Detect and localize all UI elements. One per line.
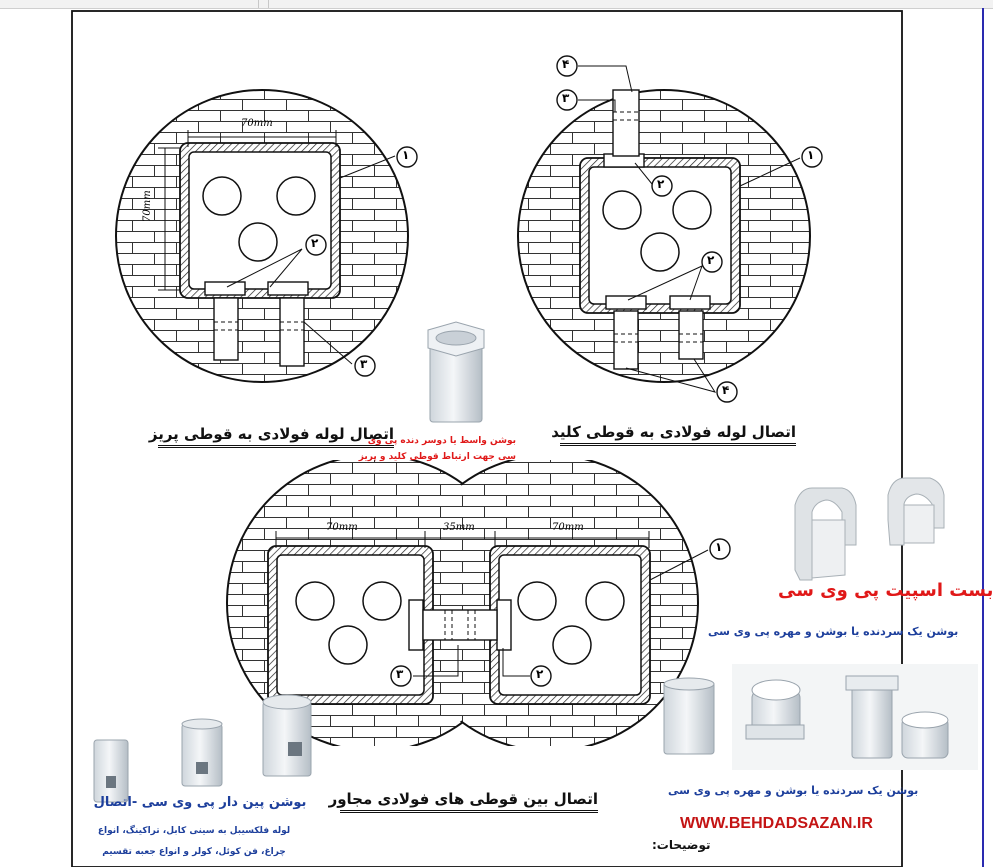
switch-box-title: اتصال لوله فولادی به قوطی کلید xyxy=(560,423,796,446)
pvc-clip-photo xyxy=(795,478,944,580)
coupling-note-line1: بوشن واسط یا دوسر دنده پی وی xyxy=(367,436,516,446)
callout-3-socket: ۳ xyxy=(360,357,368,371)
callout-4-switch-top: ۴ xyxy=(562,57,570,71)
socket-width-label: 70mm xyxy=(241,118,273,129)
pvc-bushing-nut-photo xyxy=(664,664,978,770)
notes-label: توضیحات: xyxy=(652,838,711,852)
callout-3-switch: ۳ xyxy=(562,91,570,105)
pin-bushing-title: بوشن پین دار پی وی سی -اتصال xyxy=(93,795,307,810)
pin-bushing-line2: چراغ، فن کوئل، کولر و انواع جعبه تقسیم xyxy=(102,847,286,857)
pvc-coupling-photo xyxy=(396,318,508,430)
socket-height-label: 70mm xyxy=(142,190,153,222)
website-link[interactable]: WWW.BEHDADSAZAN.IR xyxy=(680,815,873,832)
socket-box-title: اتصال لوله فولادی به قوطی پریز xyxy=(158,425,394,448)
callout-4-switch-bottom: ۴ xyxy=(722,383,730,397)
callout-1-socket: ۱ xyxy=(402,148,410,162)
socket-box-detail xyxy=(116,90,417,382)
pvc-pin-bushing-photo xyxy=(94,695,311,802)
pvc-clip-subtitle: بوشن یک سردنده یا بوشن و مهره پی وی سی xyxy=(708,625,959,638)
adjacent-left-width-label: 70mm xyxy=(326,522,358,533)
callout-2-socket: ۲ xyxy=(311,236,319,250)
pvc-bushing-nut-caption: بوشن یک سردنده یا بوشن و مهره پی وی سی xyxy=(668,784,919,797)
pin-bushing-line1: لوله فلکسیبل به سینی کابل، تراکینگ، انواع xyxy=(97,826,291,836)
callout-1-adjacent: ۱ xyxy=(715,540,723,554)
callout-3-adjacent: ۳ xyxy=(396,667,404,681)
callout-2-switch-top: ۲ xyxy=(657,177,665,191)
adjacent-right-width-label: 70mm xyxy=(552,522,584,533)
adjacent-boxes-title: اتصال بین قوطی های فولادی مجاور xyxy=(340,790,598,813)
switch-box-detail xyxy=(518,56,822,402)
callout-2-adjacent: ۲ xyxy=(536,667,544,681)
adjacent-gap-label: 35mm xyxy=(443,522,475,533)
callout-1-switch: ۱ xyxy=(807,148,815,162)
pvc-clip-title: بست اسپیت پی وی سی xyxy=(778,580,993,601)
coupling-note-line2: سی جهت ارتباط قوطی کلید و پریز xyxy=(358,452,516,462)
callout-2-switch-bottom: ۲ xyxy=(707,253,715,267)
